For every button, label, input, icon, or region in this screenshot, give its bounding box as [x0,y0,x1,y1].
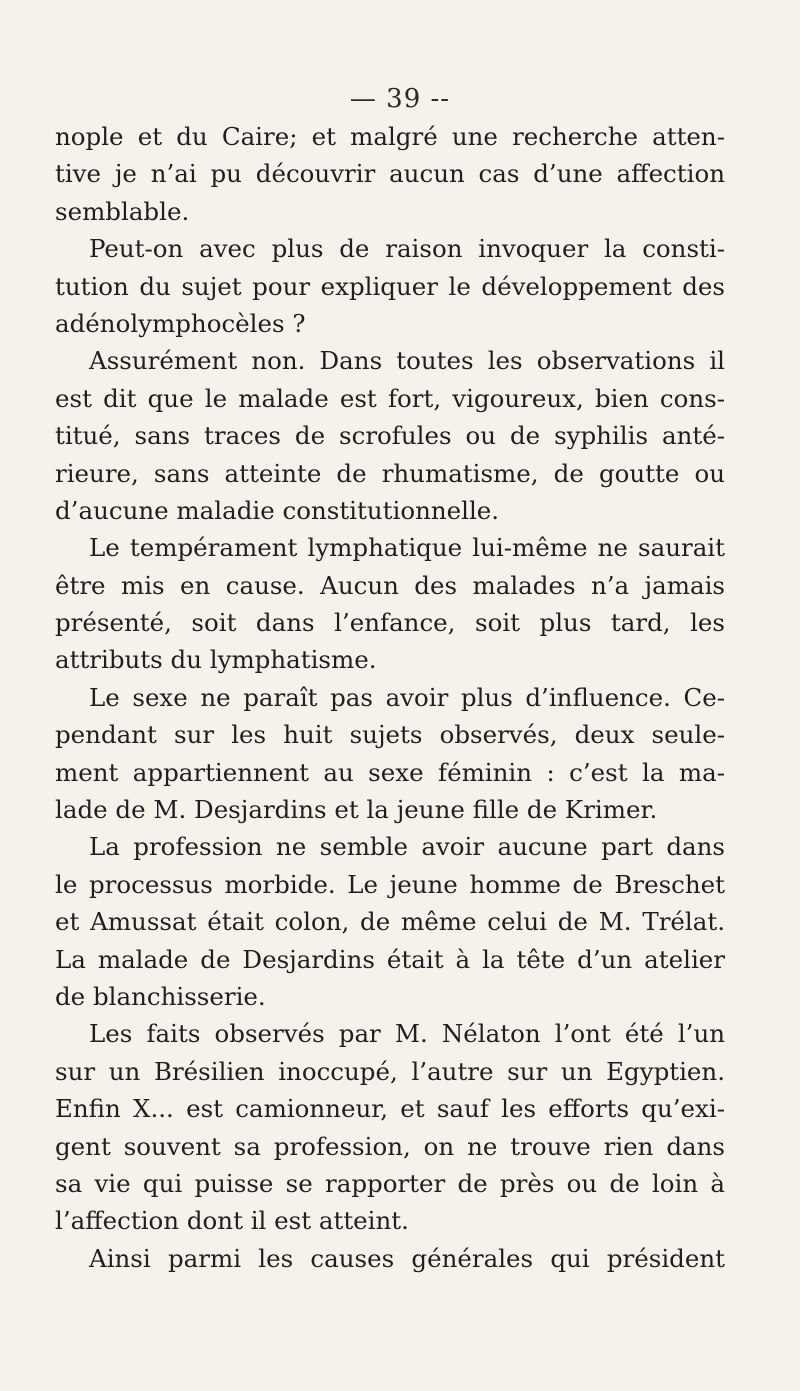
text-line: d’aucune maladie constitutionnelle. [55,495,500,525]
text-line: rieure, sans atteinte de rhumatisme, de goutte ou [55,458,725,488]
text-line: présenté, soit dans l’enfance, soit plus tard, les [55,608,725,638]
text-line: être mis en cause. Aucun des malades n’a jamais [55,570,725,600]
text-line: lade de M. Desjardins et la jeune fille de Krimer. [55,795,658,825]
text-line: est dit que le malade est fort, vigoureux, bien cons- [55,383,725,413]
text-line: Enfin X... est camionneur, et sauf les efforts qu’exi- [55,1094,725,1124]
text-line: tution du sujet pour expliquer le développement des [55,271,725,301]
text-line: nople et du Caire; et malgré une recherche atten- [55,122,725,151]
text-line: sa vie qui puisse se rapporter de près ou de loin à [55,1168,725,1198]
text-line: de blanchisserie. [55,981,266,1011]
text-line: Peut-on avec plus de raison invoquer la consti- [89,234,725,264]
text-line: semblable. [55,196,190,226]
text-line: Les faits observés par M. Nélaton l’ont été l’un [89,1019,725,1049]
text-line: ment appartiennent au sexe féminin : c’est la ma- [55,757,725,787]
text-line: Le tempérament lymphatique lui-même ne saurait [89,533,725,563]
text-line: Assurément non. Dans toutes les observations il [89,346,725,376]
text-line: adénolymphocèles ? [55,308,306,338]
text-line: l’affection dont il est atteint. [55,1206,409,1236]
text-line: sur un Brésilien inoccupé, l’autre sur un Egyptien. [55,1056,725,1086]
text-line: et Amussat était colon, de même celui de M. Trélat. [55,907,725,937]
body-text [55,118,725,1277]
text-line: attributs du lymphatisme. [55,645,377,675]
page-number: — 39 -- [349,84,451,114]
text-line: tive je n’ai pu découvrir aucun cas d’une affection [55,159,725,189]
text-line: pendant sur les huit sujets observés, deux seule- [55,720,725,750]
text-line: La malade de Desjardins était à la tête d’un atelier [55,944,725,974]
text-line: La profession ne semble avoir aucune part dans [89,832,725,862]
text-line: gent souvent sa profession, on ne trouve rien dans [55,1131,725,1161]
text-line: titué, sans traces de scrofules ou de syphilis anté- [55,421,725,451]
text-line: Ainsi parmi les causes générales qui président [89,1243,725,1273]
text-line: le processus morbide. Le jeune homme de Breschet [55,869,725,899]
text-line: Le sexe ne paraît pas avoir plus d’influence. Ce- [89,682,725,712]
